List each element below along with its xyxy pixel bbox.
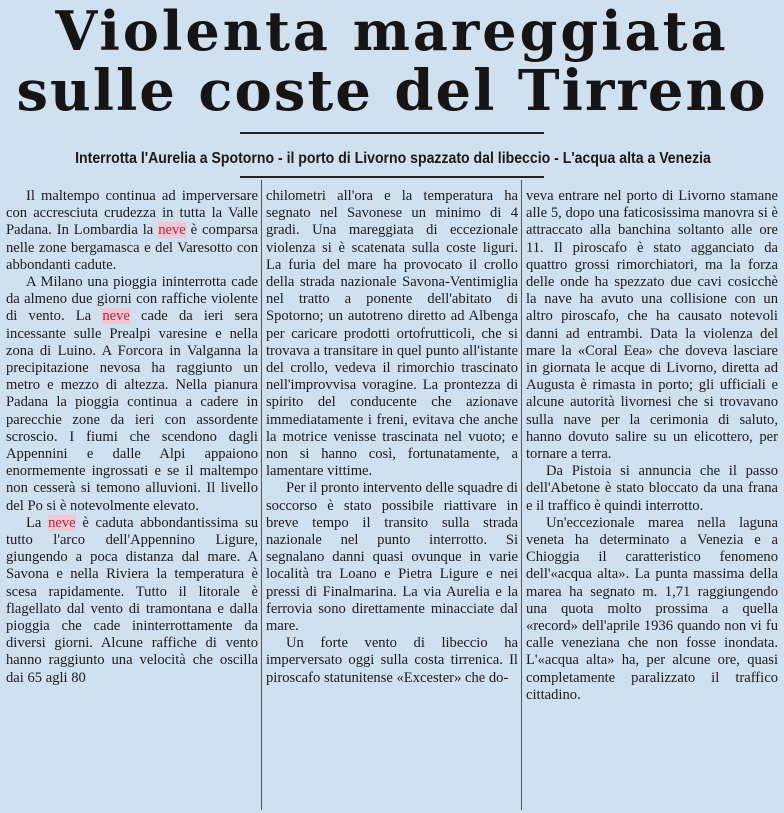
column-3-paragraph: veva entrare nel porto di Livorno stamane alle 5, dopo una faticosissima manovra si è attraccato alla banchina soltanto alle ore 11. Il piroscafo è stato agganciato da quattro grossi rimorchiatori, ma la forza delle onde ha spezzato due cavi cosicchè la nave ha avuto una collisione con un altro piroscafo, che ha causato notevoli danni ad entrambi. Data la violenza del mare la «Coral Eea» che doveva lasciare in giornata le acque di Livorno, diretta ad Augusta è rimasta in porto; gli ufficiali e alcune autorità livornesi che si trovavano sulla nave per la cerimonia di saluto, hanno dovuto salire su un elicottero, per tornare a terra.	[526, 188, 778, 463]
highlighted-word: neve	[158, 222, 186, 239]
column-2-paragraph: Per il pronto intervento delle squadre di soccorso è stato possibile riattivare in breve tempo il transito sulla strada nazionale nel punto interrotto. Si segnalano danni quasi ovunque in varie località tra Loano e Pietra Ligure e nei pressi di Finalmarina. La via Aurelia e la ferrovia sono direttamente minacciate dal mare.	[266, 480, 518, 635]
column-divider-1	[261, 180, 262, 810]
column-1-paragraph: A Milano una pioggia ininterrotta cade da almeno due giorni con raffiche violente di vento. La neve cade da ieri sera incessante sulle Prealpi varesine e nella zona di Luino. A Forcora in Valganna la precipitazione nevosa ha raggiunto un metro e mezzo di altezza. Nella pianura Padana la pioggia continua a cadere in parecchie zone da ieri con assordente scroscio. I fiumi che scendono dagli Appennini e dalle Alpi appaiono enormemente ingrossati e se il maltempo non cesserà si temono alluvioni. Il livello del Po si è notevolmente elevato.	[6, 274, 258, 514]
article-column-3	[526, 188, 778, 704]
bottom-rule	[240, 176, 544, 178]
highlighted-word: neve	[48, 514, 76, 531]
subheadline: Interrotta l'Aurelia a Spotorno - il porto di Livorno spazzato dal libeccio - L'acqua alta a Venezia	[75, 150, 711, 167]
highlighted-word: neve	[102, 308, 130, 325]
column-1-paragraph: Il maltempo continua ad imperversare con accresciuta crudezza in tutta la Valle Padana. In Lombardia la neve è comparsa nelle zone bergamasca e del Varesotto con abbondanti cadute.	[6, 188, 258, 273]
headline-line-2: sulle coste del Tirreno	[16, 58, 768, 124]
column-divider-2	[521, 180, 522, 810]
column-2-paragraph: Un forte vento di libeccio ha imperversato oggi sulla costa tirrenica. Il piroscafo statunitense «Excester» che do-	[266, 635, 518, 686]
column-2-paragraph: chilometri all'ora e la temperatura ha segnato nel Savonese un minimo di 4 gradi. Una mareggiata di eccezionale violenza si è scatenata sulla coste liguri. La furia del mare ha provocato il crollo della strada nazionale Savona-Ventimiglia nel tratto a ponente dell'abitato di Spotorno; un autotreno diretto ad Albenga per caricare prodotti ortofrutticoli, che si trovava a transitare in quel punto all'istante del crollo, vedeva il rimorchio trascinato nell'improvvisa voragine. La prontezza di spirito del conducente che azionave immediatamente i freni, evitava che anche la motrice venisse trascinata nel vuoto; e non si hanno così, fortunatamente, a lamentare vittime.	[266, 188, 518, 480]
article-column-1	[6, 188, 258, 687]
column-3-paragraph: Da Pistoia si annuncia che il passo dell'Abetone è stato bloccato da una frana e il traffico è quindi interrotto.	[526, 463, 778, 514]
article-column-2	[266, 188, 518, 687]
headline-line-1: Violenta mareggiata	[55, 0, 729, 63]
top-rule	[240, 132, 544, 134]
column-1-paragraph: La neve è caduta abbondantissima su tutto l'arco dell'Appennino Ligure, giungendo a poca distanza dal mare. A Savona e nella Riviera la temperatura è scesa rapidamente. Tutto il litorale è flagellato dal vento di tramontana e dalla pioggia che cade ininterrottamente da diversi giorni. Alcune raffiche di vento hanno raggiunto una velocità che oscilla dai 65 agli 80	[6, 514, 258, 686]
column-3-paragraph: Un'eccezionale marea nella laguna veneta ha determinato a Venezia e a Chioggia il caratteristico fenomeno dell'«acqua alta». La punta massima della marea ha segnato m. 1,71 raggiungendo una quota molto prossima a quella «record» dell'aprile 1936 quando non vi fu calle veneziana che non fosse inondata. L'«acqua alta» ha, per alcune ore, quasi completamente paralizzato il traffico cittadino.	[526, 514, 778, 703]
